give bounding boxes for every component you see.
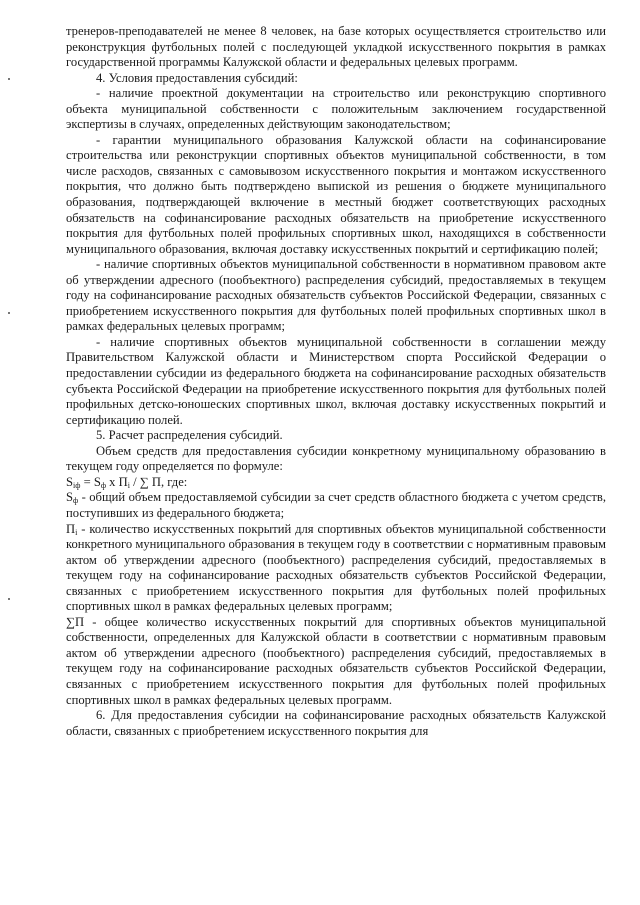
paragraph: тренеров-преподавателей не менее 8 человек, на базе которых осуществляется строительство или реконструкция футбольных полей с последующей укладкой искусственного покрытия в рамках государственной программы Калужской области и федеральных целевых программ. [66,24,606,70]
formula-part: = S [80,474,101,489]
formula [66,475,606,491]
formula-part: / ∑ П, где: [129,474,188,489]
paragraph: - гарантии муниципального образования Калужской области на софинансирование строительства или реконструкции спортивных объектов муниципальной собственности, в том числе расходов, связанных с самовывозом искусственного покрытия и монтажом искусственного покрытия, что должно быть подтверждено выпиской из решения о бюджете муниципального образования, подтверждающей включение в местный бюджет соответствующих расходных обязательств на софинансирование расходных обязательств на приобретение искусственного покрытия для футбольных полей профильных спортивных школ, находящихся в собственности муниципального образования, включая доставку искусственных покрытий и сертификацию полей; [66,132,606,256]
definition-term: П [66,521,76,536]
definition-term-subscript: i [75,527,78,537]
paragraph: - наличие проектной документации на строительство или реконструкцию спортивного объекта муниципальной собственности с положительным заключением государственной экспертизы в случаях, определенных действующим законодательством; [66,86,606,132]
definition-term: ∑П [66,614,85,629]
scan-mark [8,312,10,314]
definition-text: - количество искусственных покрытий для спортивных объектов муниципальной собственности конкретного муниципального образования в текущем году в соответствии с нормативным правовым актом об утверждении адресного (пообъектного) распределения субсидий, предоставляемых в текущем году на софинансирование расходных обязательств субъектов Российской Федерации, связанных с приобретением искусственного покрытия для футбольных полей профильных спортивных школ в рамках федеральных целевых программ; [66,521,606,614]
definition-text: - общее количество искусственных покрытий для спортивных объектов муниципальной собственности, определенных для Калужской области в соответствии с нормативным правовым актом об утверждении адресного (пообъектного) распределения субсидий, предоставляемых в текущем году на софинансирование расходных обязательств субъектов Российской Федерации, связанных с приобретением искусственного покрытия для футбольных полей профильных спортивных школ в рамках федеральных целевых программ. [66,614,606,707]
scan-mark [8,78,10,80]
definition-text: - общий объем предоставляемой субсидии за счет средств областного бюджета с учетом средств, поступивших из федерального бюджета; [66,490,606,520]
definition [66,615,606,708]
paragraph: - наличие спортивных объектов муниципальной собственности в нормативном правовом акте об утверждении адресного (пообъектного) распределения субсидий, предоставляемых в текущем году на софинансирование расходных обязательств субъектов Российской Федерации, связанных с приобретением искусственного покрытия для футбольных полей профильных спортивных школ в рамках федеральных целевых программ; [66,257,606,334]
paragraph: Объем средств для предоставления субсидии конкретному муниципальному образованию в текущем году определяется по формуле: [66,443,606,474]
section-heading-5: 5. Расчет распределения субсидий. [96,428,283,443]
formula-subscript: iф [73,480,81,490]
definition-term-subscript: ф [73,496,79,506]
formula-subscript: i [127,480,130,490]
definition [66,522,606,615]
formula-part: S [66,474,74,489]
formula-subscript: ф [100,480,107,490]
section-heading-4: 4. Условия предоставления субсидий: [96,70,298,85]
definition [66,490,606,521]
paragraph: - наличие спортивных объектов муниципальной собственности в соглашении между Правительством Калужской области и Министерством спорта Российской Федерации о предоставлении субсидии из федерального бюджета на софинансирование расходных обязательств субъекта Российской Федерации на приобретение искусственного покрытия для футбольных полей профильных детско-юношеских спортивных школ, включая доставку искусственных покрытий и сертификацию полей. [66,334,606,427]
formula-part: х П [106,474,128,489]
paragraph: 6. Для предоставления субсидии на софинансирование расходных обязательств Калужской области, связанных с приобретением искусственного покрытия для [66,708,606,738]
scan-mark [8,598,10,600]
definition-term: S [66,490,74,505]
